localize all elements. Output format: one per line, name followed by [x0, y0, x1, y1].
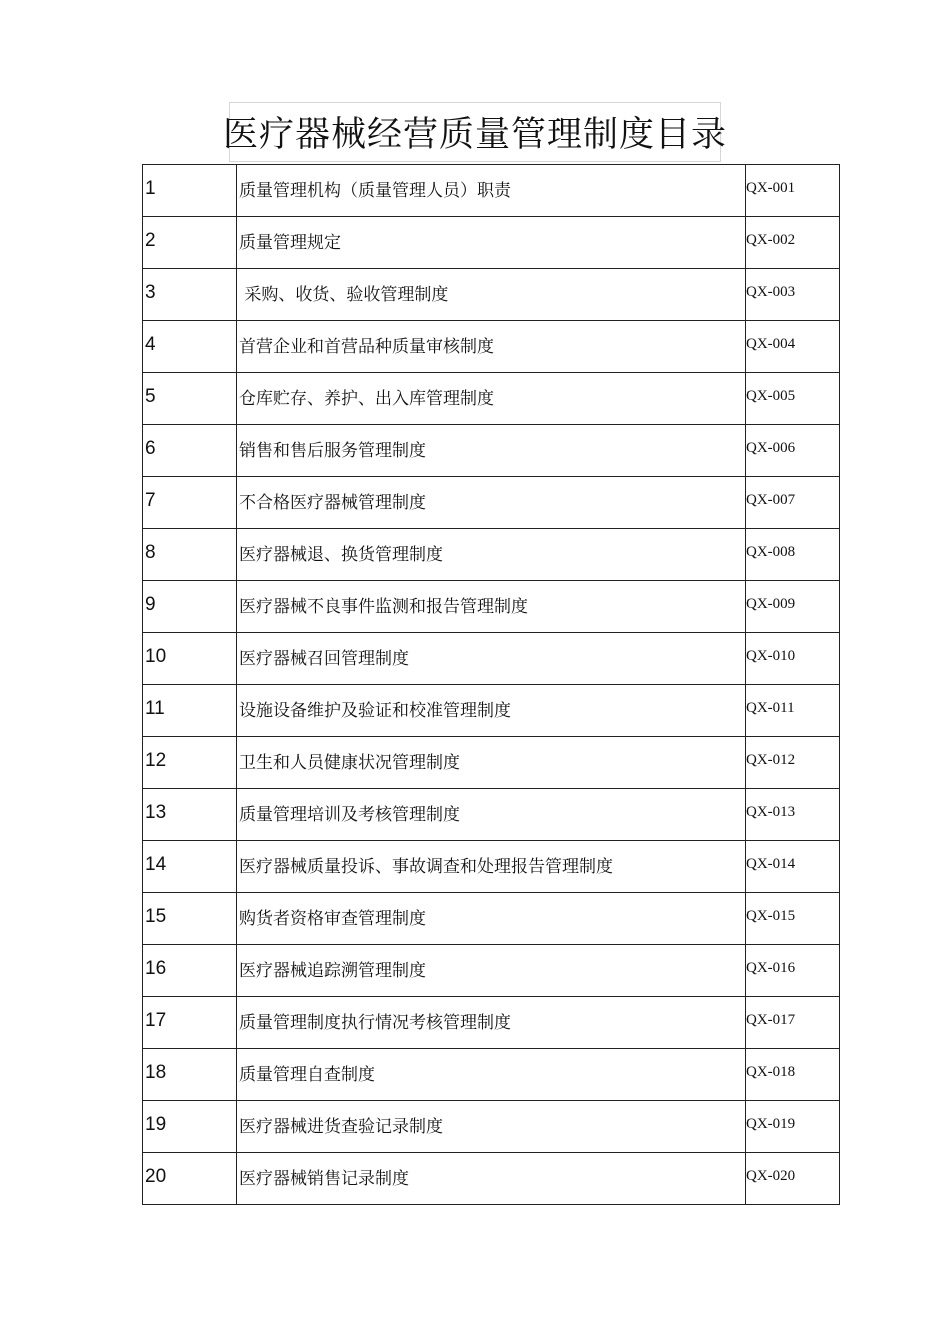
row-number: 4 — [143, 321, 237, 373]
regulation-code: QX-010 — [746, 633, 840, 685]
regulation-code: QX-011 — [746, 685, 840, 737]
row-number: 2 — [143, 217, 237, 269]
regulation-name: 质量管理机构（质量管理人员）职责 — [237, 165, 746, 217]
page-title: 医疗器械经营质量管理制度目录 — [223, 115, 728, 155]
row-number: 17 — [143, 997, 237, 1049]
regulation-name: 医疗器械销售记录制度 — [237, 1153, 746, 1205]
row-number: 5 — [143, 373, 237, 425]
regulation-name: 医疗器械质量投诉、事故调查和处理报告管理制度 — [237, 841, 746, 893]
regulation-name: 质量管理规定 — [237, 217, 746, 269]
row-number: 7 — [143, 477, 237, 529]
regulation-name: 销售和售后服务管理制度 — [237, 425, 746, 477]
regulation-name: 医疗器械退、换货管理制度 — [237, 529, 746, 581]
row-number: 8 — [143, 529, 237, 581]
row-number: 11 — [143, 685, 237, 737]
regulation-code: QX-006 — [746, 425, 840, 477]
regulation-code: QX-015 — [746, 893, 840, 945]
regulation-code: QX-005 — [746, 373, 840, 425]
regulation-name: 医疗器械不良事件监测和报告管理制度 — [237, 581, 746, 633]
table-row — [143, 997, 840, 1049]
regulation-name: 医疗器械追踪溯管理制度 — [237, 945, 746, 997]
row-number: 13 — [143, 789, 237, 841]
row-number: 1 — [143, 165, 237, 217]
table-row — [143, 373, 840, 425]
table-row — [143, 529, 840, 581]
regulation-name: 设施设备维护及验证和校准管理制度 — [237, 685, 746, 737]
table-row — [143, 581, 840, 633]
regulation-name: 仓库贮存、养护、出入库管理制度 — [237, 373, 746, 425]
table-row — [143, 893, 840, 945]
table-row — [143, 945, 840, 997]
row-number: 19 — [143, 1101, 237, 1153]
regulation-code: QX-003 — [746, 269, 840, 321]
table-row — [143, 321, 840, 373]
row-number: 18 — [143, 1049, 237, 1101]
row-number: 16 — [143, 945, 237, 997]
table-row — [143, 1049, 840, 1101]
catalog-table — [142, 164, 840, 1205]
regulation-code: QX-014 — [746, 841, 840, 893]
regulation-code: QX-009 — [746, 581, 840, 633]
regulation-code: QX-012 — [746, 737, 840, 789]
regulation-code: QX-018 — [746, 1049, 840, 1101]
regulation-code: QX-013 — [746, 789, 840, 841]
regulation-name: 医疗器械召回管理制度 — [237, 633, 746, 685]
table-row — [143, 633, 840, 685]
row-number: 14 — [143, 841, 237, 893]
regulation-code: QX-002 — [746, 217, 840, 269]
row-number: 20 — [143, 1153, 237, 1205]
table-row — [143, 789, 840, 841]
table-row — [143, 165, 840, 217]
regulation-code: QX-004 — [746, 321, 840, 373]
regulation-code: QX-008 — [746, 529, 840, 581]
regulation-code: QX-016 — [746, 945, 840, 997]
table-row — [143, 1101, 840, 1153]
catalog-table-body — [143, 165, 840, 1205]
table-row — [143, 269, 840, 321]
table-row — [143, 685, 840, 737]
regulation-name: 医疗器械进货查验记录制度 — [237, 1101, 746, 1153]
regulation-code: QX-019 — [746, 1101, 840, 1153]
table-row — [143, 217, 840, 269]
table-row — [143, 477, 840, 529]
table-row — [143, 1153, 840, 1205]
regulation-name: 质量管理培训及考核管理制度 — [237, 789, 746, 841]
regulation-code: QX-001 — [746, 165, 840, 217]
regulation-name: 购货者资格审查管理制度 — [237, 893, 746, 945]
regulation-name: 不合格医疗器械管理制度 — [237, 477, 746, 529]
regulation-name: 质量管理制度执行情况考核管理制度 — [237, 997, 746, 1049]
regulation-name: 采购、收货、验收管理制度 — [237, 269, 746, 321]
table-row — [143, 425, 840, 477]
title-box — [223, 102, 728, 162]
row-number: 6 — [143, 425, 237, 477]
table-row — [143, 841, 840, 893]
regulation-name: 首营企业和首营品种质量审核制度 — [237, 321, 746, 373]
row-number: 15 — [143, 893, 237, 945]
regulation-code: QX-017 — [746, 997, 840, 1049]
table-row — [143, 737, 840, 789]
row-number: 10 — [143, 633, 237, 685]
regulation-name: 质量管理自查制度 — [237, 1049, 746, 1101]
regulation-code: QX-007 — [746, 477, 840, 529]
row-number: 3 — [143, 269, 237, 321]
row-number: 12 — [143, 737, 237, 789]
regulation-name: 卫生和人员健康状况管理制度 — [237, 737, 746, 789]
row-number: 9 — [143, 581, 237, 633]
regulation-code: QX-020 — [746, 1153, 840, 1205]
